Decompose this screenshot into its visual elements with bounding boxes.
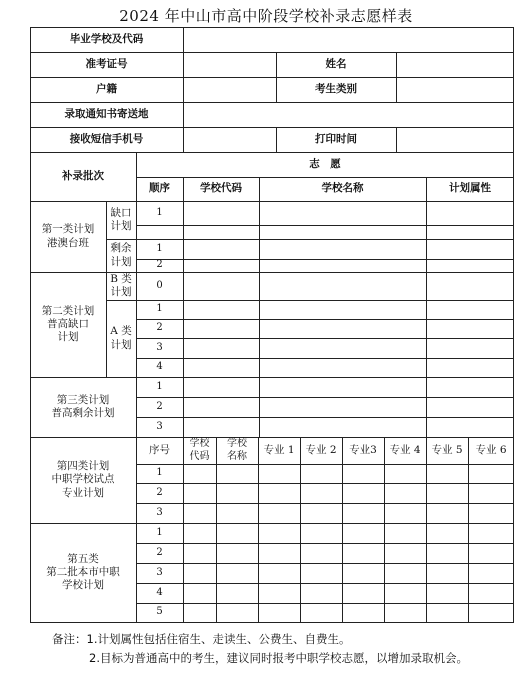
row-number: 1 — [156, 242, 163, 254]
category-4-label: 第四类计划 中职学校试点 专业计划 — [51, 460, 115, 499]
household-label: 户籍 — [96, 82, 117, 95]
row-number: 2 — [156, 486, 163, 498]
grad-school-label: 毕业学校及代码 — [69, 32, 144, 45]
cat4-school-code-header: 学校 代码 — [189, 438, 210, 462]
application-form-table — [30, 27, 514, 623]
page-title: 2024 年中山市高中阶段学校补录志愿样表 — [119, 7, 413, 25]
note-line-1: 备注：1.计划属性包括住宿生、走读生、公费生、自费生。 — [52, 632, 351, 646]
plan-attr-header: 计划属性 — [449, 182, 491, 195]
category-1-label: 第一类计划 港澳台班 — [41, 223, 95, 249]
row-number: 0 — [156, 279, 163, 291]
batch-header: 补录批次 — [62, 169, 104, 182]
mailing-address-label: 录取通知书寄送地 — [64, 107, 149, 120]
name-label: 姓名 — [325, 57, 347, 70]
cat4-major-header: 专业 2 — [305, 443, 337, 456]
row-number: 2 — [156, 259, 163, 271]
category-5-label: 第五类 第二批本市中职 学校计划 — [46, 552, 120, 592]
cat1-remainder-plan: 剩余 计划 — [110, 242, 132, 268]
school-name-header: 学校名称 — [321, 182, 364, 195]
row-number: 1 — [156, 303, 163, 315]
row-number: 3 — [156, 566, 163, 578]
cat4-school-name-header: 学校 名称 — [227, 438, 247, 462]
school-code-header: 学校代码 — [200, 182, 242, 195]
row-number: 4 — [156, 586, 163, 598]
category-3-label: 第三类计划 普高剩余计划 — [51, 393, 115, 419]
cat4-major-header: 专业 6 — [475, 443, 507, 456]
row-number: 3 — [156, 420, 163, 432]
note-line-2: 2.目标为普通高中的考生，建议同时报考中职学校志愿，以增加录取机会。 — [89, 651, 468, 665]
row-number: 3 — [156, 506, 163, 518]
row-number: 1 — [156, 467, 163, 479]
exam-id-label: 准考证号 — [85, 57, 128, 70]
cat4-major-header: 专业 1 — [263, 443, 295, 456]
notes — [52, 630, 468, 668]
row-number: 1 — [156, 380, 163, 392]
sms-phone-label: 接收短信手机号 — [69, 132, 144, 145]
candidate-type-label: 考生类别 — [315, 82, 357, 95]
cat1-vacancy-plan: 缺口 计划 — [110, 206, 132, 232]
cat4-major-header: 专业 5 — [431, 443, 463, 456]
cat4-order-header: 序号 — [149, 443, 170, 456]
category-2-label: 第二类计划 普高缺口 计划 — [41, 304, 95, 344]
cat2-a-plan: A 类 计划 — [110, 325, 132, 351]
order-header: 顺序 — [149, 182, 170, 195]
row-number: 5 — [156, 606, 163, 618]
print-time-label: 打印时间 — [315, 132, 357, 145]
row-number: 1 — [156, 526, 163, 538]
row-number: 2 — [156, 400, 163, 412]
row-number: 2 — [156, 546, 163, 558]
row-number: 4 — [156, 361, 163, 373]
cat4-major-header: 专业 4 — [389, 443, 421, 456]
row-number: 1 — [156, 206, 163, 218]
cat4-major-header: 专业3 — [349, 443, 377, 456]
row-number: 2 — [156, 322, 163, 334]
cat2-b-plan: B 类 计划 — [110, 272, 132, 298]
row-number: 3 — [156, 341, 163, 353]
wish-header: 志 愿 — [309, 157, 341, 170]
